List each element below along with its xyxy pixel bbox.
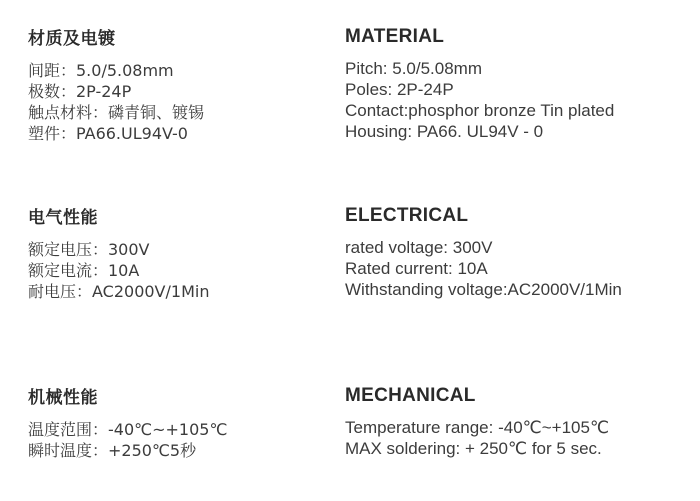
- material-section-en: [345, 26, 690, 142]
- spec-line: 耐电压：AC2000V/1Min: [28, 282, 210, 301]
- section-heading: ELECTRICAL: [345, 205, 469, 226]
- spec-line: Temperature range: -40℃~+105℃: [345, 418, 610, 437]
- spec-line: 瞬时温度：+250℃5秒: [28, 441, 197, 460]
- spec-line: 塑件：PA66.UL94V-0: [28, 124, 188, 143]
- section-heading: 机械性能: [28, 388, 98, 408]
- spec-line: 极数：2P-24P: [28, 82, 132, 101]
- material-section-cn: [28, 28, 328, 144]
- spec-line: Contact:phosphor bronze Tin plated: [345, 101, 615, 120]
- electrical-section-cn: [28, 207, 328, 302]
- spec-line: Poles: 2P-24P: [345, 80, 454, 99]
- spec-line: Pitch: 5.0/5.08mm: [345, 59, 483, 78]
- mechanical-section-cn: [28, 387, 328, 461]
- spec-line: 额定电流：10A: [28, 261, 140, 280]
- spec-line: 间距：5.0/5.08mm: [28, 61, 174, 80]
- spec-line: 额定电压：300V: [28, 240, 150, 259]
- section-heading: 材质及电镀: [28, 29, 116, 49]
- mechanical-section-en: [345, 385, 690, 459]
- spec-line: rated voltage: 300V: [345, 238, 493, 257]
- spec-line: Withstanding voltage:AC2000V/1Min: [345, 280, 622, 299]
- section-heading: 电气性能: [28, 208, 98, 228]
- electrical-section-en: [345, 205, 690, 300]
- spec-line: MAX soldering: + 250℃ for 5 sec.: [345, 439, 602, 458]
- section-heading: MATERIAL: [345, 26, 445, 47]
- spec-line: Housing: PA66. UL94V - 0: [345, 122, 544, 141]
- spec-line: 温度范围：-40℃~+105℃: [28, 420, 228, 439]
- spec-line: 触点材料：磷青铜、镀锡: [28, 103, 205, 122]
- section-heading: MECHANICAL: [345, 385, 476, 406]
- spec-line: Rated current: 10A: [345, 259, 488, 278]
